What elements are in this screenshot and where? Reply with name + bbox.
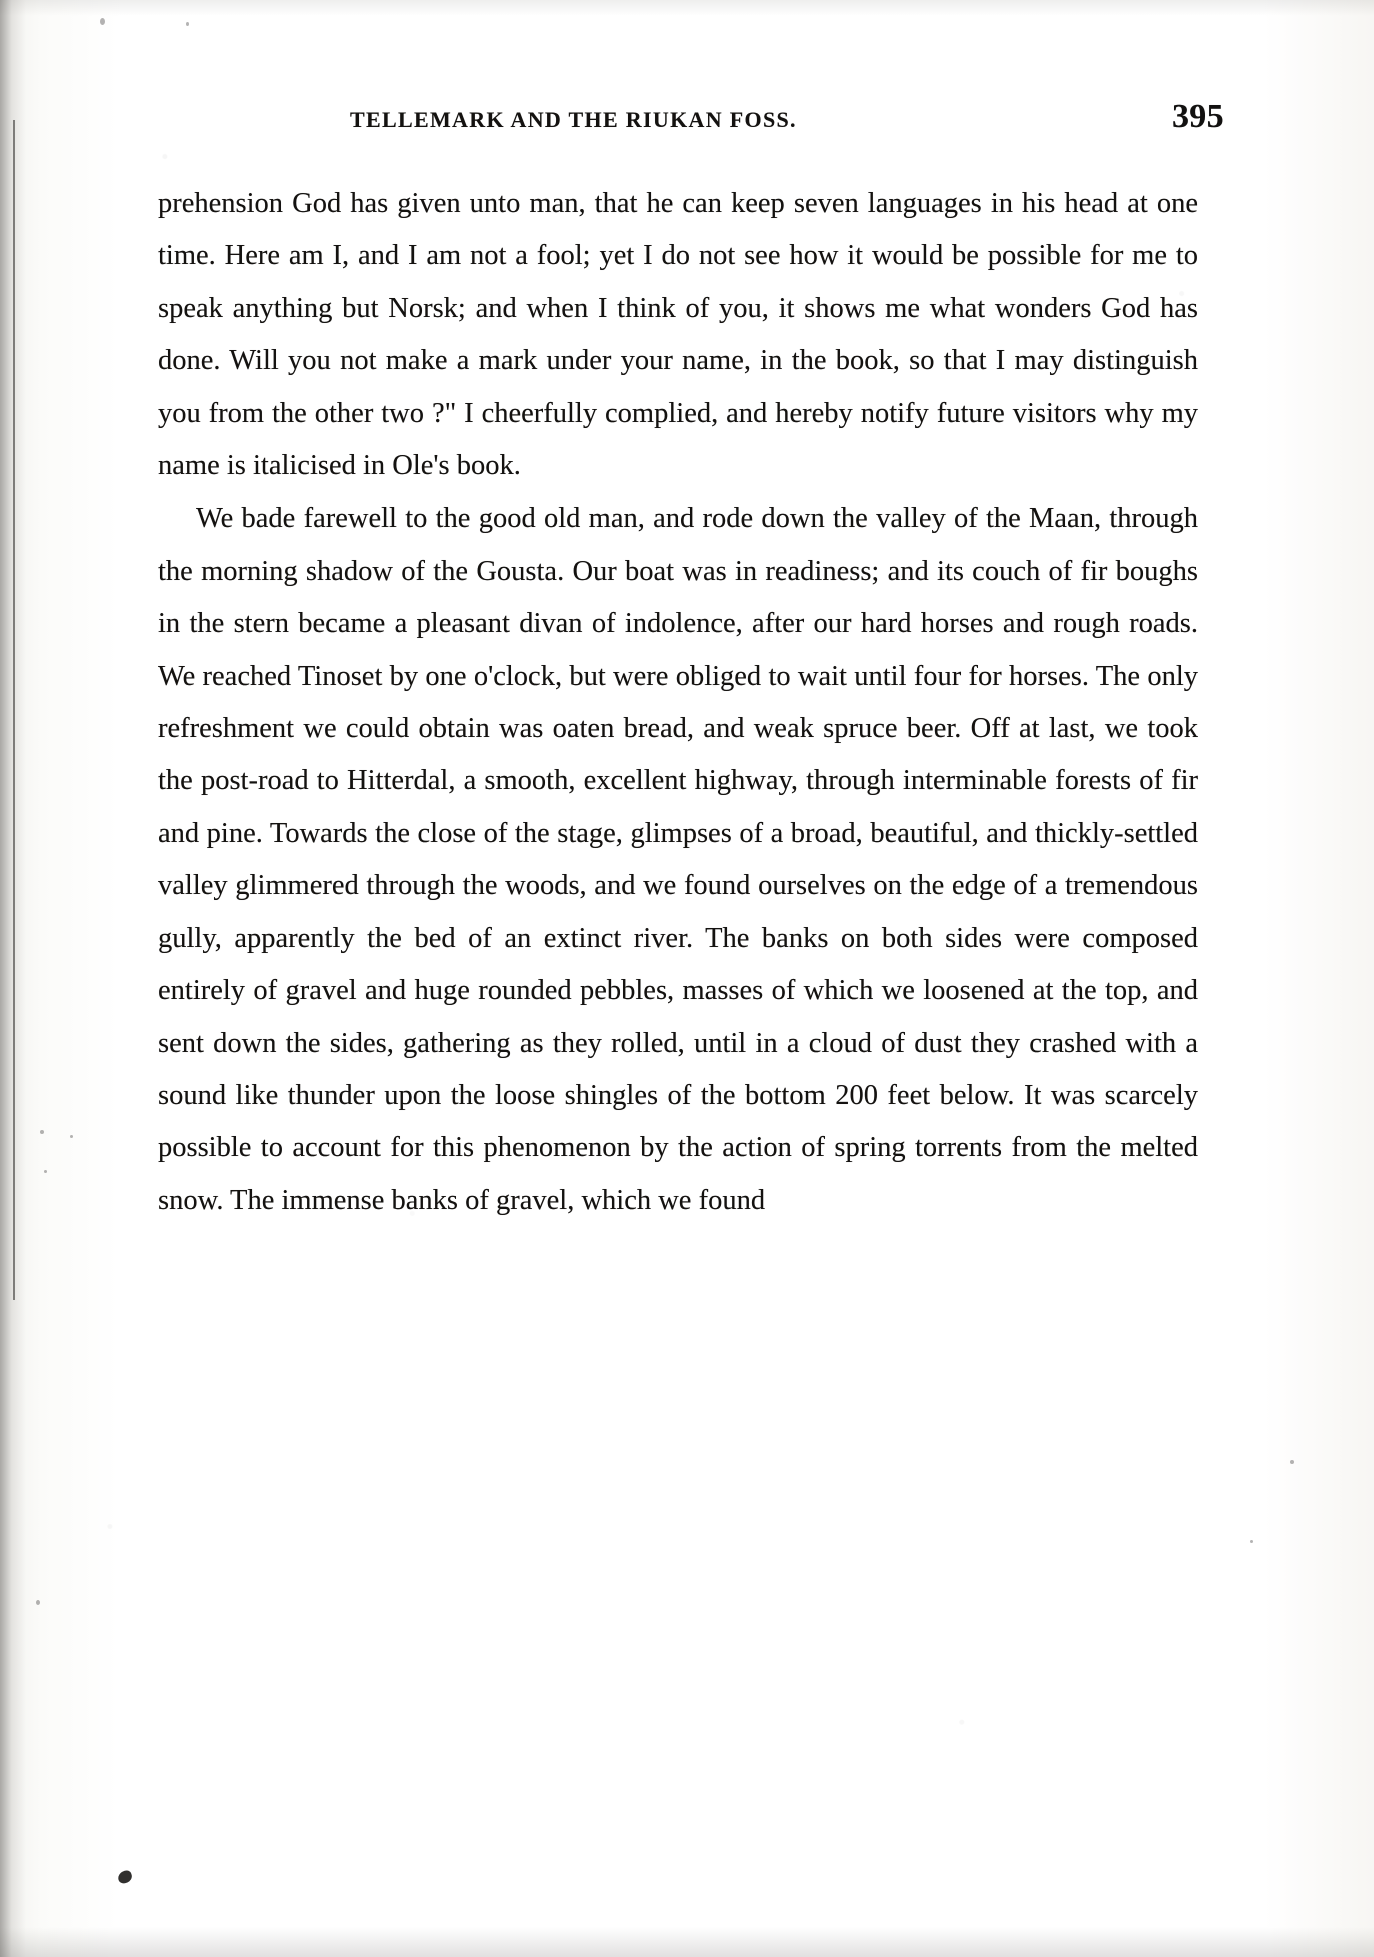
- scan-speck: [70, 1135, 73, 1138]
- page-header: [160, 98, 1224, 136]
- scan-speck: [44, 1170, 47, 1173]
- page-bottom-shadow: [0, 1927, 1374, 1957]
- paragraph: prehension God has given unto man, that he can keep seven languages in his head at one time. Here am I, and I am not a fool; yet I do not see how it would be possible for me to speak anything but Norsk; and when I think of you, it shows me what wonders God has done. Will you not make a mark under your name, in the book, so that I may distinguish you from the other two ?" I cheerfully complied, and hereby notify future visitors why my name is italicised in Ole's book.: [158, 188, 1198, 482]
- scan-speck: [1250, 1540, 1253, 1543]
- page-top-shadow: [0, 0, 1374, 16]
- page-binding-shadow: [0, 0, 26, 1957]
- running-head: TELLEMARK AND THE RIUKAN FOSS.: [350, 107, 797, 132]
- page-number: 395: [1171, 98, 1224, 135]
- paragraph: We bade farewell to the good old man, and rode down the valley of the Maan, through the morning shadow of the Gousta. Our boat was in readiness; and its couch of fir boughs in the stern became a pleasant divan of indolence, after our hard horses and rough roads. We reached Tinoset by one o'clock, but were obliged to wait until four for horses. The only refreshment we could obtain was oaten bread, and weak spruce beer. Off at last, we took the post-road to Hitterdal, a smooth, excellent highway, through interminable forests of fir and pine. Towards the close of the stage, glimpses of a broad, beautiful, and thickly-settled valley glimmered through the woods, and we found ourselves on the edge of a tremendous gully, apparently the bed of an extinct river. The banks on both sides were composed entirely of gravel and huge rounded pebbles, masses of which we loosened at the top, and sent down the sides, gathering as they rolled, until in a cloud of dust they crashed with a sound like thunder upon the loose shingles of the bottom 200 feet below. It was scarcely possible to account for this phenomenon by the action of spring torrents from the melted snow. The immense banks of gravel, which we found: [158, 503, 1198, 1216]
- scan-speck: [36, 1600, 40, 1605]
- scan-speck: [40, 1130, 44, 1134]
- body-text: [158, 178, 1198, 1227]
- scan-speck: [1290, 1460, 1294, 1464]
- ink-blot: [116, 1869, 133, 1885]
- scan-speck: [100, 18, 105, 25]
- scan-speck: [186, 22, 189, 26]
